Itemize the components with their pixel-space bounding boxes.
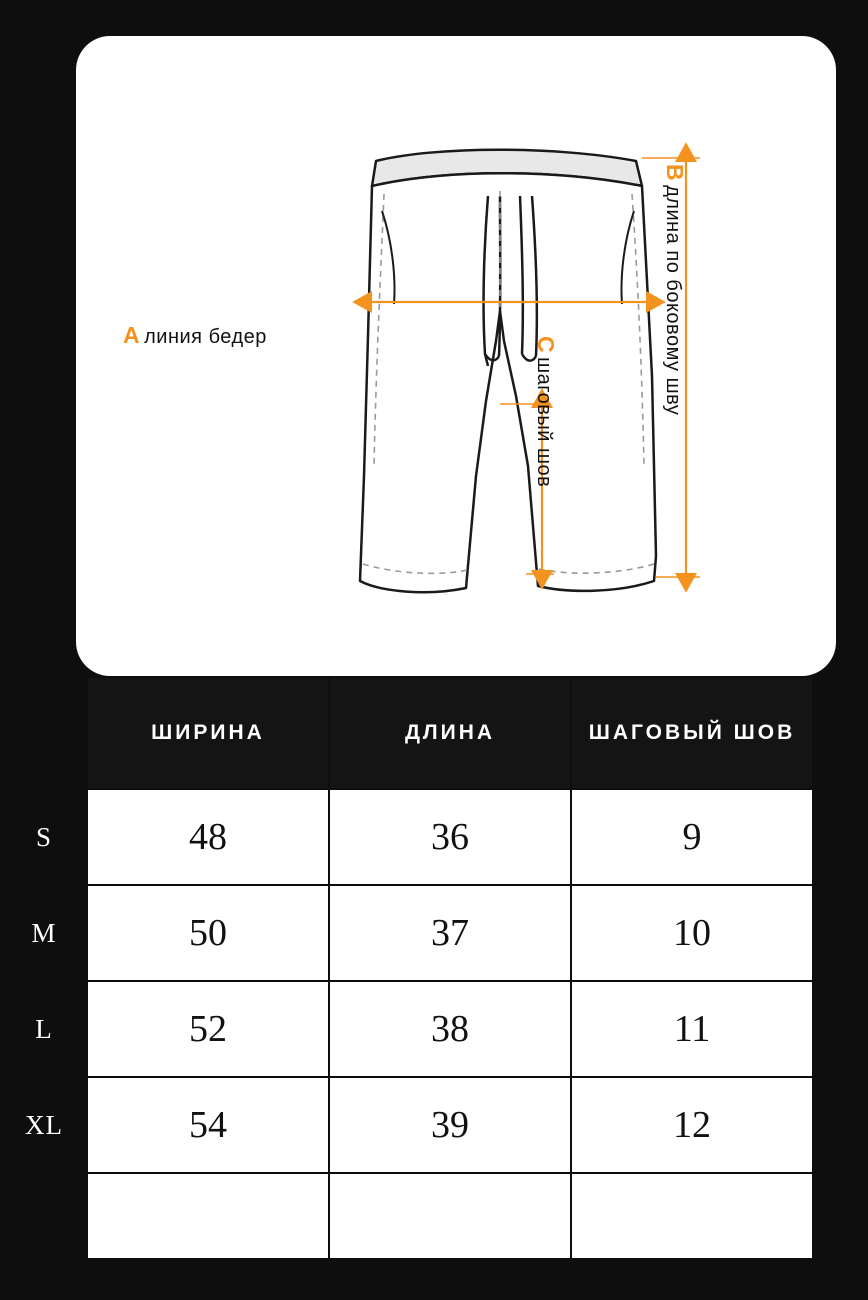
table-header-row <box>1 677 813 789</box>
size-table-body <box>1 789 813 1259</box>
shorts-body-outline <box>360 173 656 592</box>
cell-width <box>87 1173 329 1259</box>
cell-length: 39 <box>329 1077 571 1173</box>
label-hips-letter: A <box>123 322 141 348</box>
cell-inseam: 9 <box>571 789 813 885</box>
table-row <box>1 1173 813 1259</box>
label-side-seam-letter: B <box>662 164 688 182</box>
table-corner-cell <box>1 677 87 789</box>
table-row <box>1 1077 813 1173</box>
cell-width: 52 <box>87 981 329 1077</box>
size-table-head <box>1 677 813 789</box>
cell-inseam: 11 <box>571 981 813 1077</box>
cell-inseam: 10 <box>571 885 813 981</box>
cell-width: 48 <box>87 789 329 885</box>
cell-width: 54 <box>87 1077 329 1173</box>
label-side-seam-text: длина по боковому шву <box>662 185 684 416</box>
table-row <box>1 885 813 981</box>
cell-length: 38 <box>329 981 571 1077</box>
table-row <box>1 981 813 1077</box>
size-table <box>0 676 814 1260</box>
table-row <box>1 789 813 885</box>
row-size-label: L <box>1 981 87 1077</box>
row-size-label: XL <box>1 1077 87 1173</box>
row-size-label <box>1 1173 87 1259</box>
cell-length: 37 <box>329 885 571 981</box>
label-hips-text: линия бедер <box>144 326 267 348</box>
shorts-diagram-svg <box>76 36 836 676</box>
cell-length: 36 <box>329 789 571 885</box>
cell-length <box>329 1173 571 1259</box>
column-header-width: ШИРИНА <box>87 677 329 789</box>
column-header-inseam: ШАГОВЫЙ ШОВ <box>571 677 813 789</box>
column-header-length: ДЛИНА <box>329 677 571 789</box>
label-inseam-text: шаговый шов <box>533 357 555 488</box>
drawstring-left-inner <box>499 196 500 356</box>
cell-inseam: 12 <box>571 1077 813 1173</box>
label-inseam <box>532 336 559 487</box>
row-size-label: M <box>1 885 87 981</box>
cell-inseam <box>571 1173 813 1259</box>
illustration-card <box>76 36 836 676</box>
label-side-seam <box>661 164 688 415</box>
label-hips <box>123 322 267 349</box>
row-size-label: S <box>1 789 87 885</box>
cell-width: 50 <box>87 885 329 981</box>
label-inseam-letter: C <box>533 336 559 354</box>
